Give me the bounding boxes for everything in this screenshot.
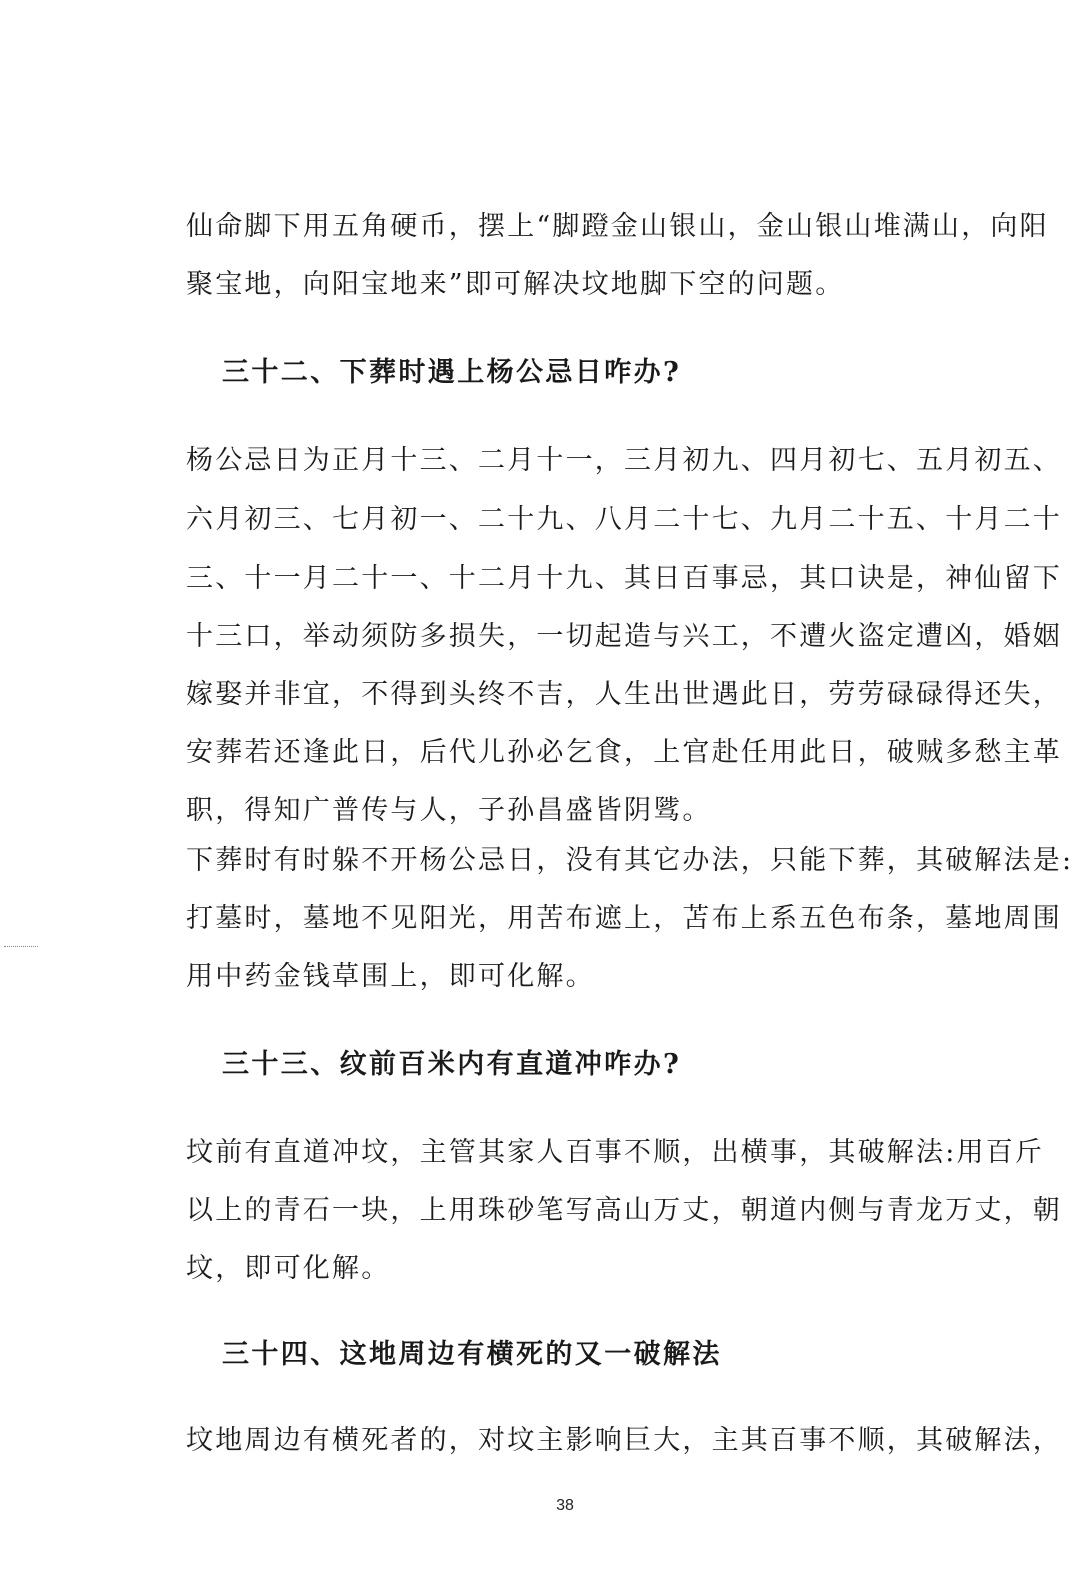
paragraph-line: 坟，即可化解。 <box>186 1253 391 1284</box>
paragraph-line: 坟前有直道冲坟，主管其家人百事不顺，出横事，其破解法:用百斤 <box>186 1137 1045 1168</box>
paragraph-line: 打墓时，墓地不见阳光，用苦布遮上，苫布上系五色布条，墓地周围 <box>186 903 1062 934</box>
paragraph-line: 嫁娶并非宜，不得到头终不吉，人生出世遇此日，劳劳碌碌得还失， <box>186 679 1062 710</box>
paragraph-line: 仙命脚下用五角硬币，摆上“脚蹬金山银山，金山银山堆满山，向阳 <box>186 211 1049 242</box>
paragraph-line: 杨公忌日为正月十三、二月十一，三月初九、四月初七、五月初五、 <box>186 445 1062 476</box>
paragraph-line: 用中药金钱草围上，即可化解。 <box>186 961 595 992</box>
scan-margin-mark <box>4 946 38 947</box>
paragraph-line: 职，得知广普传与人，子孙昌盛皆阴骘。 <box>186 795 712 826</box>
section-heading-32: 三十二、下葬时遇上杨公忌日咋办? <box>222 357 682 388</box>
section-heading-34: 三十四、这地周边有横死的又一破解法 <box>222 1339 722 1370</box>
paragraph-line: 安葬若还逢此日，后代儿孙必乞食，上官赴任用此日，破贼多愁主革 <box>186 737 1062 768</box>
paragraph-line: 下葬时有时躲不开杨公忌日，没有其它办法，只能下葬，其破解法是: <box>186 845 1074 876</box>
paragraph-line: 三、十一月二十一、十二月十九、其日百事忌，其口诀是，神仙留下 <box>186 563 1062 594</box>
paragraph-line: 聚宝地，向阳宝地来”即可解决坟地脚下空的问题。 <box>186 269 845 300</box>
section-heading-33: 三十三、纹前百米内有直道冲咋办? <box>222 1049 682 1080</box>
paragraph-line: 六月初三、七月初一、二十九、八月二十七、九月二十五、十月二十 <box>186 504 1062 535</box>
paragraph-line: 以上的青石一块，上用珠砂笔写高山万丈，朝道内侧与青龙万丈，朝 <box>186 1195 1062 1226</box>
paragraph-line: 十三口，举动须防多损失，一切起造与兴工，不遭火盗定遭凶，婚姻 <box>186 621 1062 652</box>
paragraph-line: 坟地周边有横死者的，对坟主影响巨大，主其百事不顺，其破解法， <box>186 1425 1062 1456</box>
page-number: 38 <box>556 1497 574 1514</box>
